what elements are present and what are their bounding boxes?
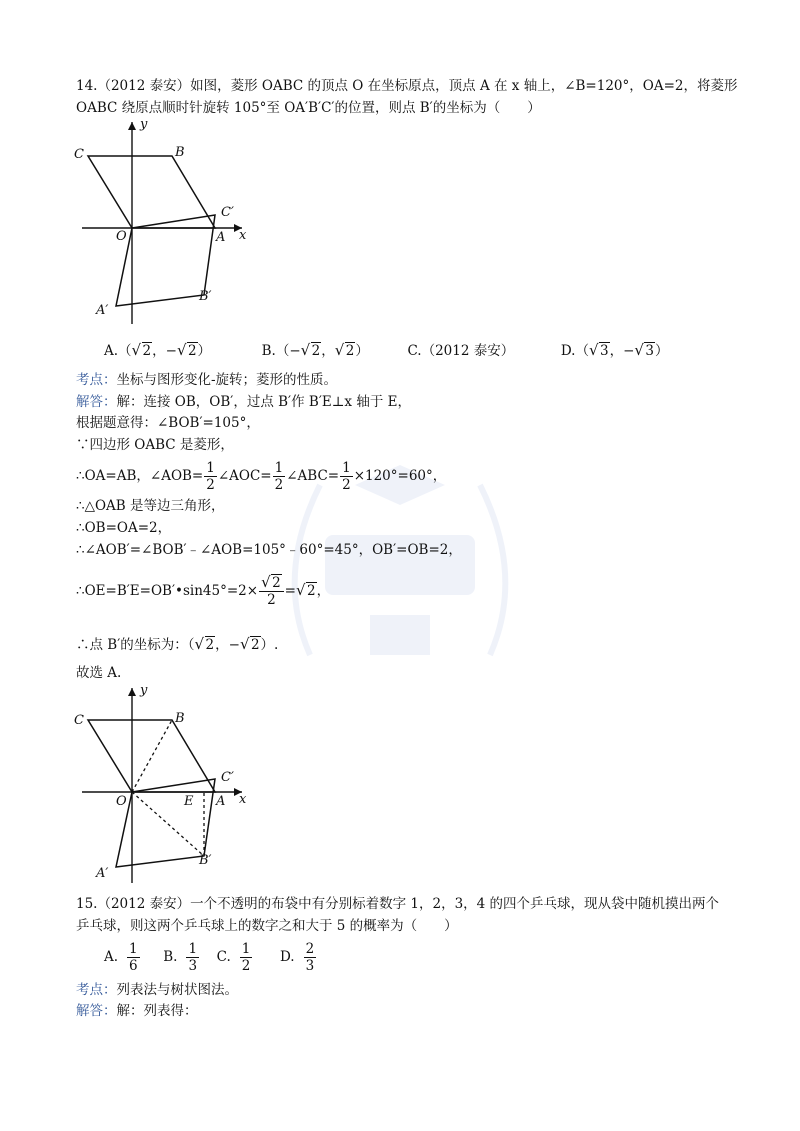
q15-option-c: C. $\frac{1}{2}$ xyxy=(216,941,251,974)
q14-step-6: ∴∠AOB′=∠BOB′﹣∠AOB=105°﹣60°=45°，OB′=OB=2， xyxy=(76,542,462,558)
fig2-label-c: C xyxy=(74,713,84,728)
fig1-label-c: C xyxy=(74,147,84,162)
fig1-label-c-prime: C′ xyxy=(221,205,234,220)
fig1-label-b-prime: B′ xyxy=(199,289,212,304)
figure-rhombus-1 xyxy=(70,112,260,332)
q14-line-1: 14.（2012 泰安）如图，菱形 OABC 的顶点 O 在坐标原点，顶点 A 在 x 轴上，∠B=120°，OA=2，将菱形 xyxy=(76,78,738,94)
q15-options xyxy=(104,941,317,974)
q14-jieda: 解答：解：连接 OB，OB′，过点 B′作 B′E⊥x 轴于 E， xyxy=(76,394,411,410)
fig2-label-o: O xyxy=(116,794,127,809)
fig1-label-b: B xyxy=(175,145,185,160)
fig2-label-b: B xyxy=(175,711,185,726)
q14-step-4: ∴△OAB 是等边三角形， xyxy=(76,498,225,514)
fig2-label-b-prime: B′ xyxy=(199,853,212,868)
option-b: B.（−√ 2，√ 2） xyxy=(262,343,369,359)
q14-step-8: ∴点 B′的坐标为：（√ 2，−√ 2）. xyxy=(76,636,278,654)
option-c: C.（2012 泰安） xyxy=(407,343,515,359)
q14-step-5: ∴OB=OA=2， xyxy=(76,520,172,536)
q14-step-9: 故选 A. xyxy=(76,665,122,681)
fig2-label-y: y xyxy=(140,683,148,698)
q15-jieda: 解答：解：列表得： xyxy=(76,1003,198,1019)
q15-line-1: 15.（2012 泰安）一个不透明的布袋中有分别标着数字 1，2，3，4 的四个乒乓球，现从袋中随机摸出两个 xyxy=(76,896,720,912)
fig2-label-c-prime: C′ xyxy=(221,770,234,785)
jieda-label: 解答： xyxy=(76,394,117,410)
fig2-label-x: x xyxy=(239,792,247,807)
figure-rhombus-2 xyxy=(70,678,260,888)
q14-step-3: ∴OA=AB，∠AOB= $\frac{1}{2}$ ∠AOC= $\frac{1}{2}$ ∠ABC= $\frac{1}{2}$ ×120°=60°， xyxy=(76,460,447,493)
fig2-label-a: A xyxy=(216,794,226,809)
option-d: D.（√ 3，−√ 3） xyxy=(561,343,669,359)
fig1-label-a-prime: A′ xyxy=(96,303,109,318)
kaodian-label: 考点： xyxy=(76,372,117,388)
q14-kaodian: 考点：坐标与图形变化-旋转；菱形的性质。 xyxy=(76,372,338,388)
q14-step-7: ∴OE=B′E=OB′•sin45°=2× √ $\frac{2}{2}$ =√ 2， xyxy=(76,575,330,608)
option-a: A.（√ 2，−√ 2） xyxy=(104,343,211,359)
q15-option-a: A. $\frac{1}{6}$ xyxy=(104,941,138,974)
q14-line-2: OABC 绕原点顺时针旋转 105°至 OA′B′C′的位置，则点 B′的坐标为（ ） xyxy=(76,100,541,116)
q15-option-d: D. $\frac{2}{3}$ xyxy=(279,941,315,974)
q15-kaodian: 考点：列表法与树状图法。 xyxy=(76,982,238,998)
fig1-label-a: A xyxy=(216,230,226,245)
q14-options xyxy=(104,342,668,360)
q15-line-2: 乒乓球，则这两个乒乓球上的数字之和大于 5 的概率为（ ） xyxy=(76,918,458,934)
fig2-label-e: E xyxy=(184,794,194,809)
q14-step-2: ∵四边形 OABC 是菱形， xyxy=(76,437,234,453)
q14-step-1: 根据题意得：∠BOB′=105°， xyxy=(76,415,260,431)
fig2-label-a-prime: A′ xyxy=(96,866,109,881)
fig1-label-x: x xyxy=(239,228,247,243)
fig1-label-o: O xyxy=(116,229,127,244)
q15-option-b: B. $\frac{1}{3}$ xyxy=(163,941,198,974)
fig1-label-y: y xyxy=(140,117,148,132)
